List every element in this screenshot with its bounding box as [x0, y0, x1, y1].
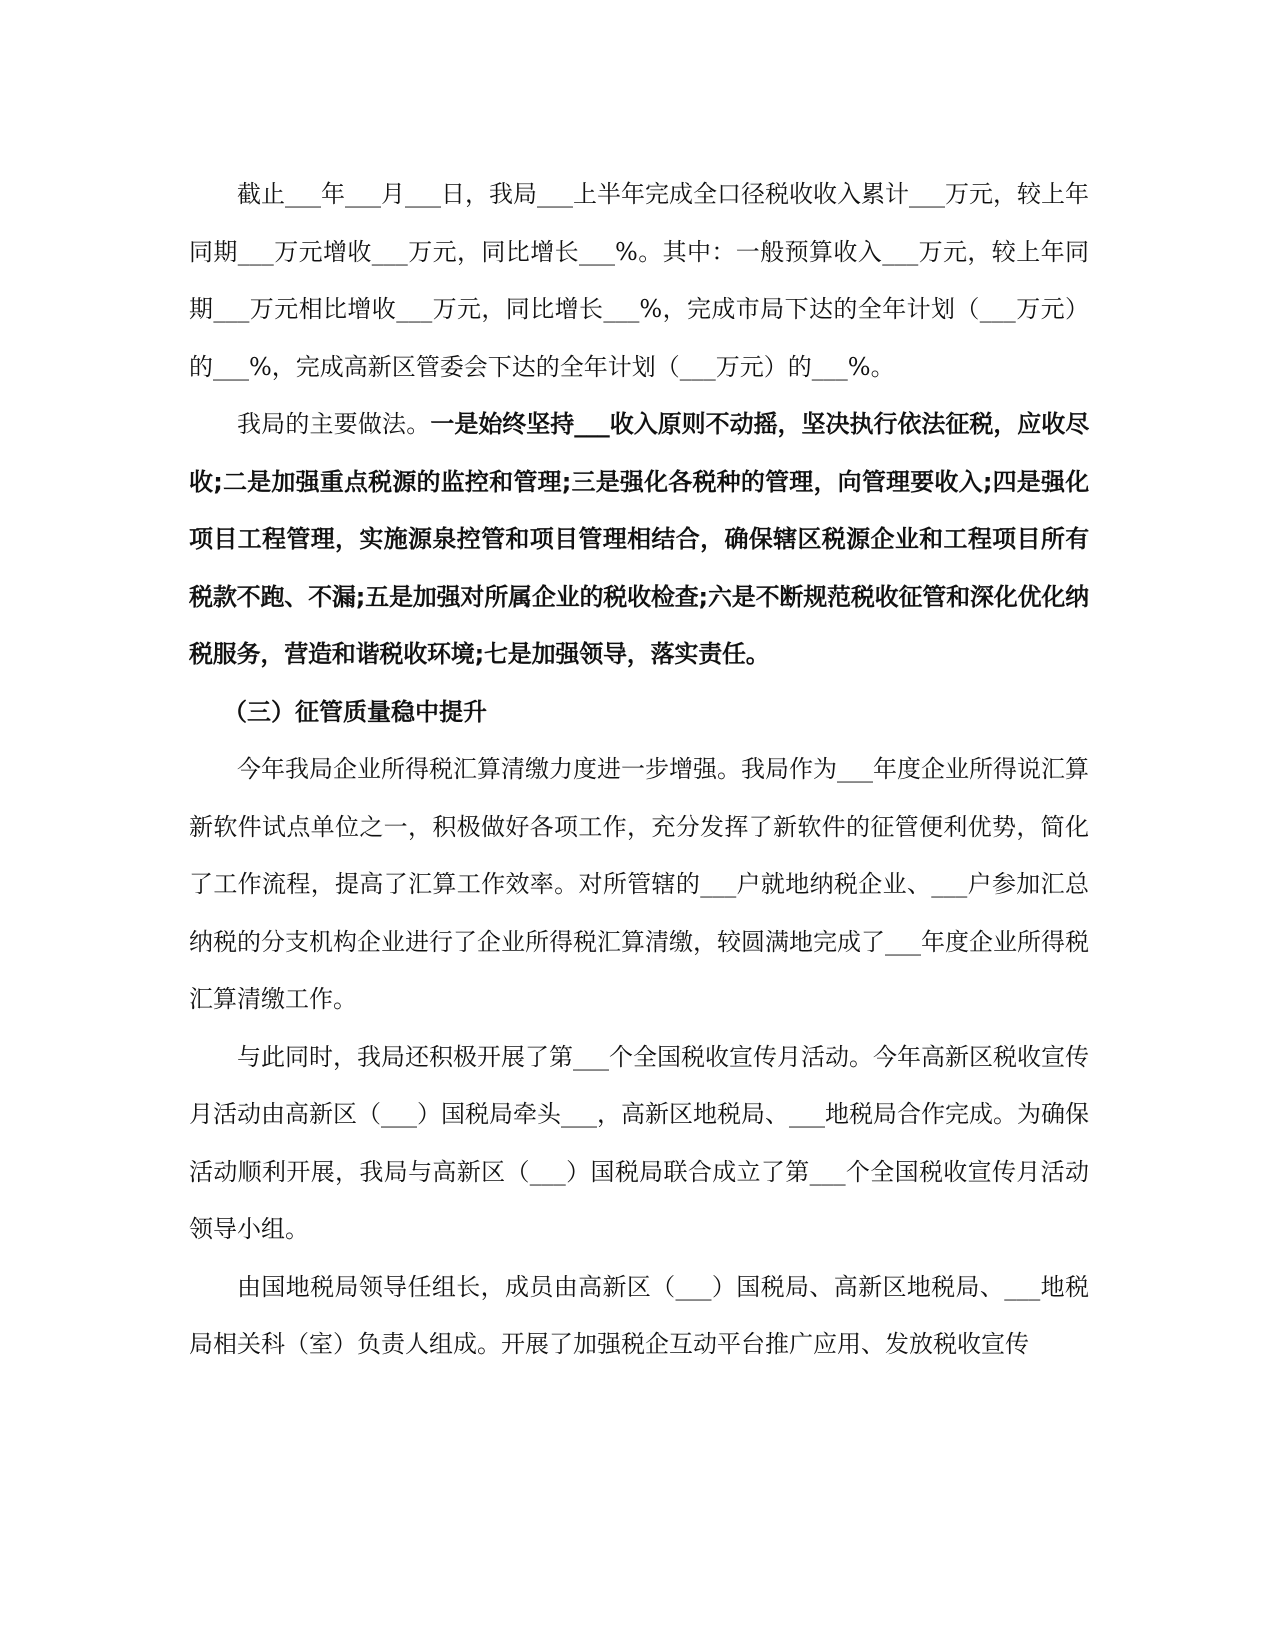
paragraph-main-practices: [189, 396, 1089, 684]
paragraph-leadership-group: 由国地税局领导任组长，成员由高新区（___）国税局、高新区地税局、___地税局相关科（室）负责人组成。开展了加强税企互动平台推广应用、发放税收宣传: [189, 1272, 1089, 1358]
paragraph-tax-publicity-month: 与此同时，我局还积极开展了第___个全国税收宣传月活动。今年高新区税收宣传月活动由高新区（___）国税局牵头___，高新区地税局、___地税局合作完成。为确保活动顺利开展，我局与高新区（___）国税局联合成立了第___个全国税收宣传月活动领导小组。: [189, 1042, 1089, 1243]
paragraph-revenue-summary: 截止___年___月___日，我局___上半年完成全口径税收收入累计___万元，较上年同期___万元增收___万元，同比增长___%。其中：一般预算收入___万元，较上年同期___万元相比增收___万元，同比增长___%，完成市局下达的全年计划（___万元）的___%，完成高新区管委会下达的全年计划（___万元）的___%。: [189, 180, 1089, 381]
paragraph-main-practices-bold: 一是始终坚持___收入原则不动摇，坚决执行依法征税，应收尽收;二是加强重点税源的监控和管理;三是强化各税种的管理，向管理要收入;四是强化项目工程管理，实施源泉控管和项目管理相结合，确保辖区税源企业和工程项目所有税款不跑、不漏;五是加强对所属企业的税收检查;六是不断规范税收征管和深化优化纳税服务，营造和谐税收环境;七是加强领导，落实责任。: [189, 410, 1090, 668]
document-body: [189, 166, 1089, 1374]
paragraph-income-tax-settlement: 今年我局企业所得税汇算清缴力度进一步增强。我局作为___年度企业所得说汇算新软件试点单位之一，积极做好各项工作，充分发挥了新软件的征管便利优势，简化了工作流程，提高了汇算工作效率。对所管辖的___户就地纳税企业、___户参加汇总纳税的分支机构企业进行了企业所得税汇算清缴，较圆满地完成了___年度企业所得税汇算清缴工作。: [189, 755, 1089, 1013]
paragraph-main-practices-lead: 我局的主要做法。: [237, 410, 431, 438]
section-heading: （三）征管质量稳中提升: [223, 697, 487, 726]
